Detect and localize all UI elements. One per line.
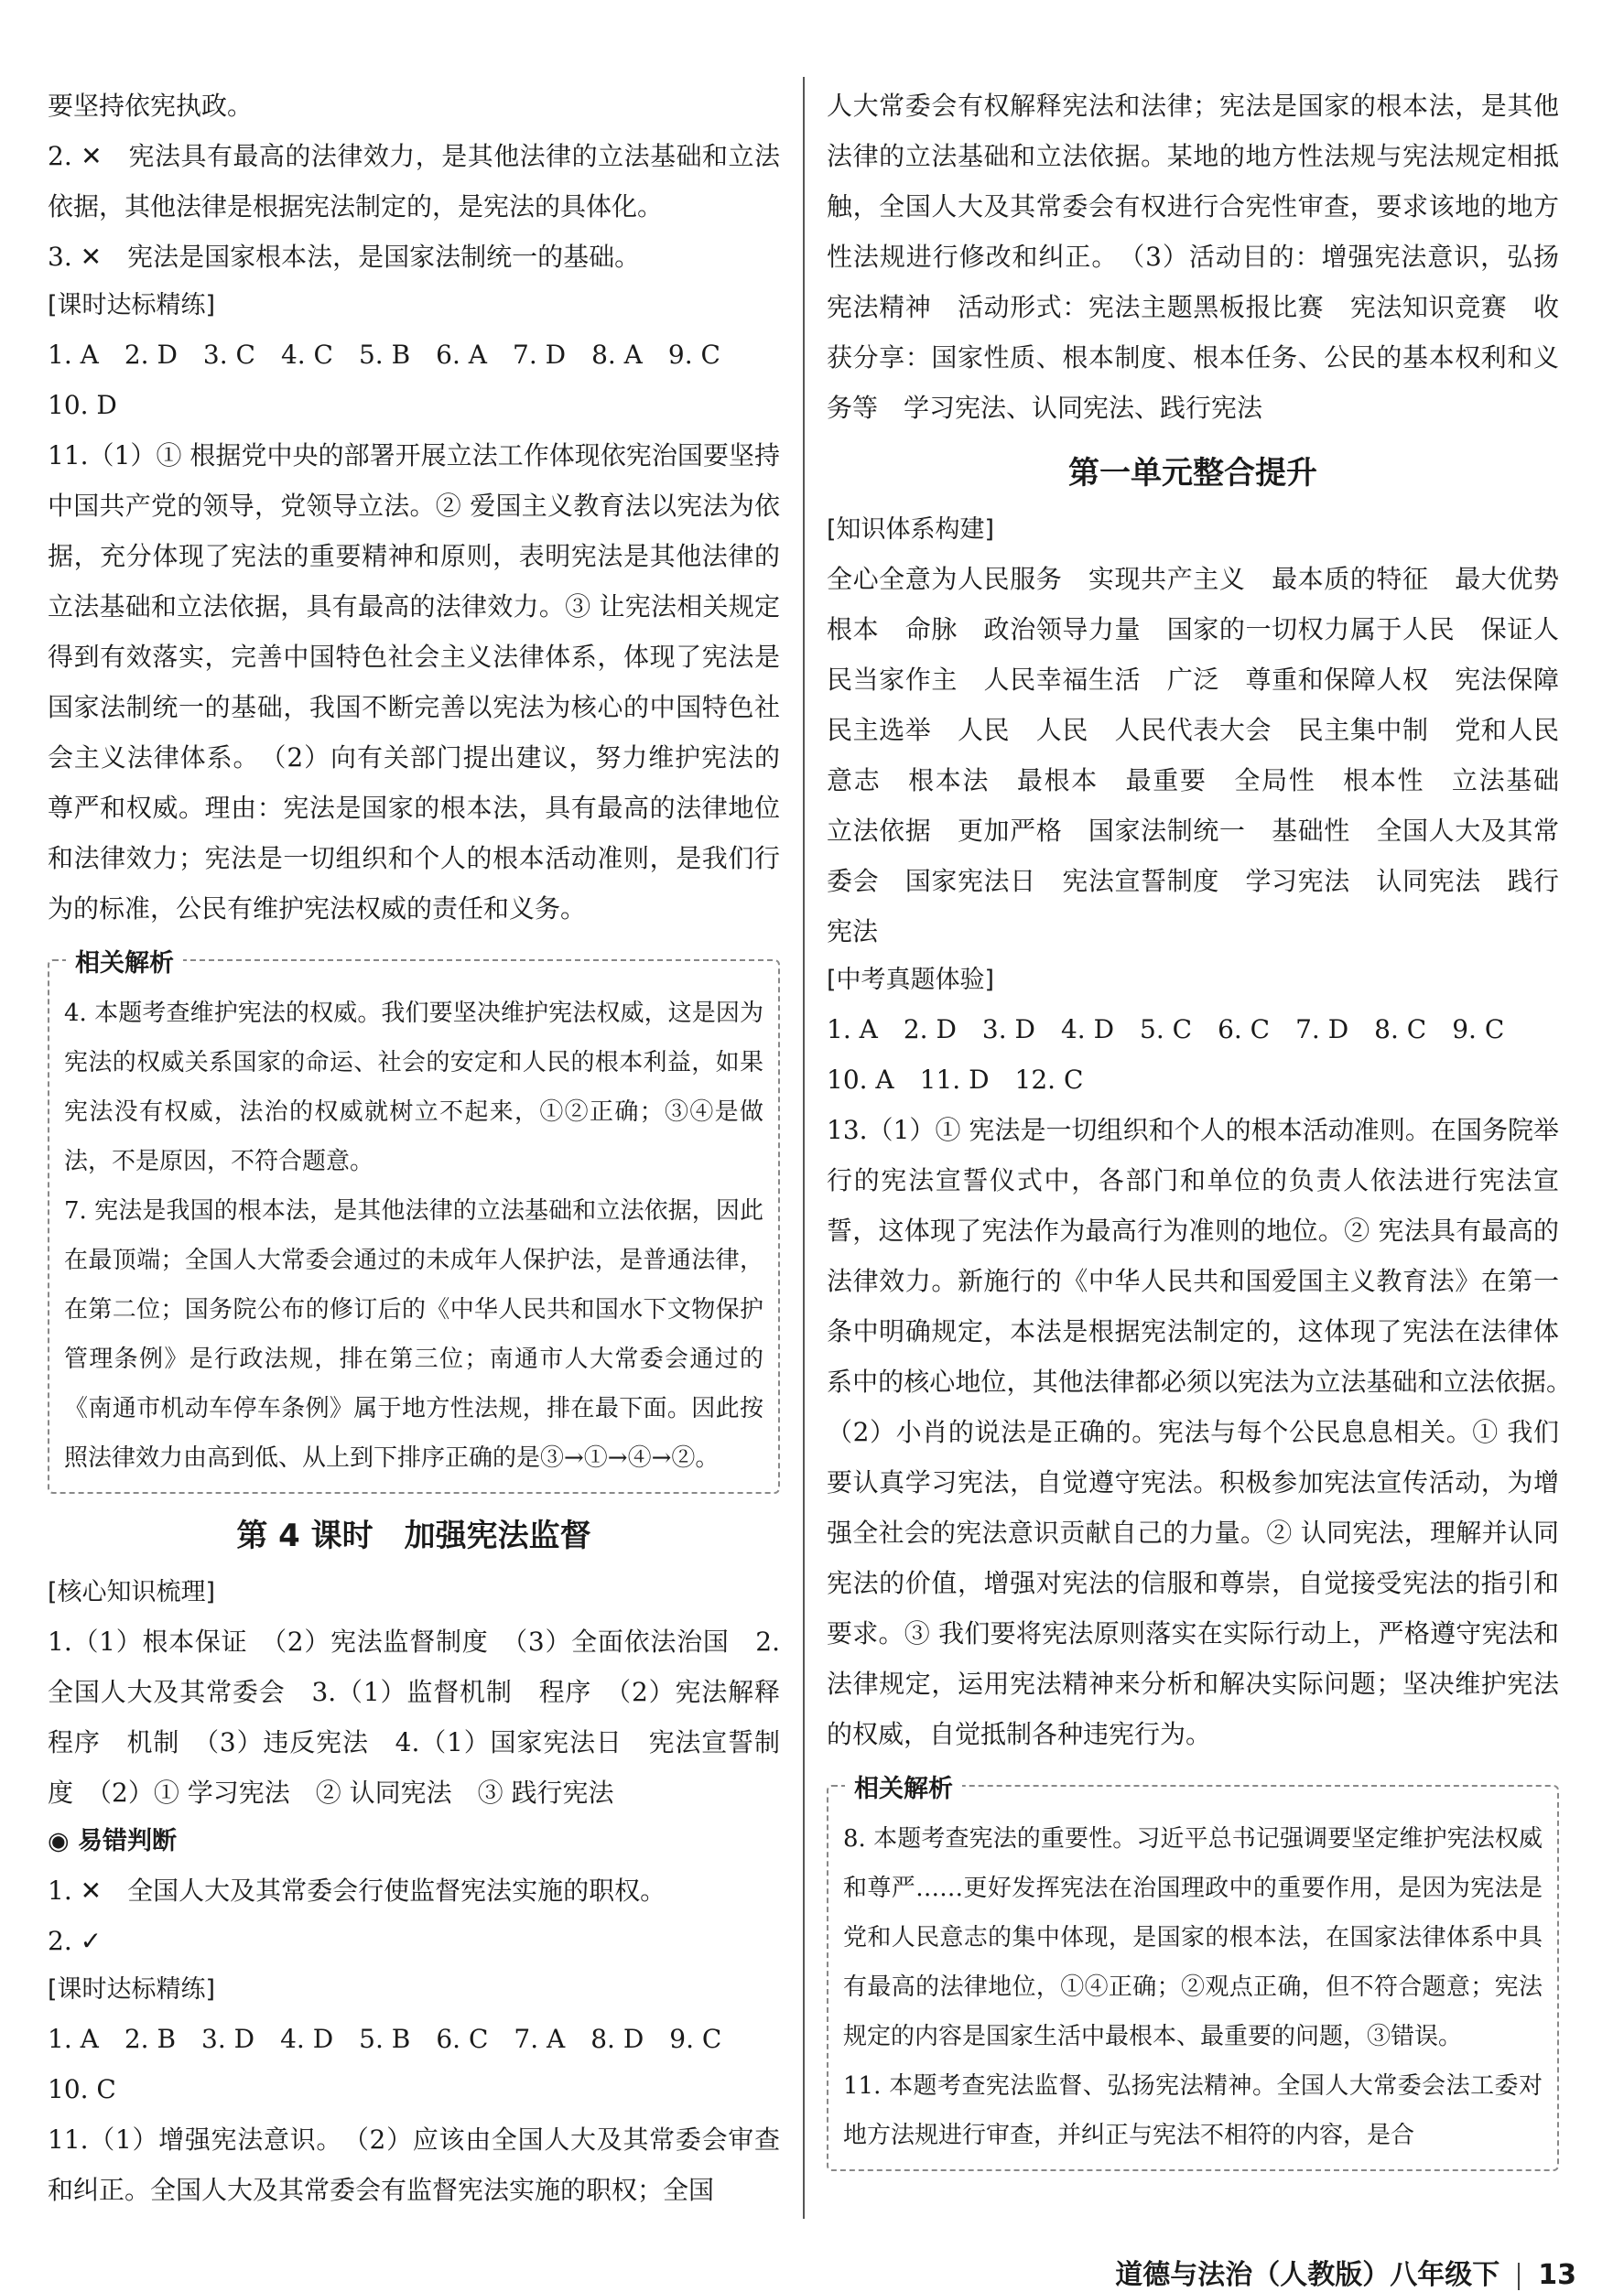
column-divider (803, 77, 805, 2219)
answer-line: 1. A 2. D 3. D 4. D 5. C 6. C 7. D 8. C 9. C (827, 1014, 1505, 1044)
section-header: [课时达标精练] (48, 291, 216, 319)
footer-separator (1518, 2263, 1520, 2290)
book-title: 道德与法治（人教版）八年级下 (1115, 2259, 1500, 2291)
lesson-title: 第 4 课时 加强宪法监督 (236, 1518, 591, 1554)
analysis-4: 4. 本题考查维护宪法的权威。我们要坚决维护宪法权威，这是因为宪法的权威关系国家的命运、社会的安定和人民的根本利益，如果宪法没有权威，法治的权威就树立不起来，①②正确；③④是做法，不是原因，不符合题意。 (64, 1000, 763, 1175)
answer-line: 10. D (48, 390, 117, 420)
page-number: 13 (1538, 2259, 1576, 2291)
analysis-7: 7. 宪法是我国的根本法，是其他法律的立法基础和立法依据，因此在最顶端；全国人大常委会通过的未成年人保护法，是普通法律，在第二位；国务院公布的修订后的《中华人民共和国水下文物保护管理条例》是行政法规，排在第三位；南通市人大常委会通过的《南通市机动车停车条例》属于地方性法规，排在最下面。因此按照法律效力由高到低、从上到下排序正确的是③→①→④→②。 (64, 1197, 763, 1472)
answer-line: 1. A 2. D 3. C 4. C 5. B 6. A 7. D 8. A 9. C (48, 340, 720, 370)
analysis-box-title: 相关解析 (845, 1768, 962, 1804)
section-header: [中考真题体验] (827, 966, 995, 994)
judgment-3: 3. ✕ 宪法是国家根本法，是国家法制统一的基础。 (48, 242, 641, 272)
question-11-answer: 11.（1）增强宪法意识。 （2）应该由全国人大及其常委会审查和纠正。全国人大及其常委会有监督宪法实施的职权；全国 (48, 2124, 780, 2205)
section-header: [核心知识梳理] (48, 1578, 216, 1606)
analysis-8: 8. 本题考查宪法的重要性。习近平总书记强调要坚定维护宪法权威和尊严……更好发挥宪法在治国理政中的重要作用，是因为宪法是党和人民意志的集中体现，是国家的根本法，在国家法律体系中具有最高的法律地位，①④正确；②观点正确，但不符合题意；宪法规定的内容是国家生活中最根本、最重要的问题，③错误。 (843, 1825, 1543, 2050)
question-13-answer: 13.（1）① 宪法是一切组织和个人的根本活动准则。在国务院举行的宪法宣誓仪式中，各部门和单位的负责人依法进行宪法宣誓，这体现了宪法作为最高行为准则的地位。② 宪法具有最高的法律效力。新施行的《中华人民共和国爱国主义教育法》在第一条中明确规定，本法是根据宪法制定的，这体现了宪法在法律体系中的核心地位，其他法律都必须以宪法为立法基础和立法依据。 （2）小肖的说法是正确的。宪法与每个公民息息相关。① 我们要认真学习宪法，自觉遵守宪法。积极参加宪法宣传活动，为增强全社会的宪法意识贡献自己的力量。② 认同宪法，理解并认同宪法的价值，增强对宪法的信服和尊崇，自觉接受宪法的指引和要求。③ 我们要将宪法原则落实在实际行动上，严格遵守宪法和法律规定，运用宪法精神来分析和解决实际问题；坚决维护宪法的权威，自觉抵制各种违宪行为。 (827, 1115, 1586, 1749)
analysis-11: 11. 本题考查宪法监督、弘扬宪法精神。全国人大常委会法工委对地方法规进行审查，并纠正与宪法不相符的内容，是合 (843, 2072, 1543, 2149)
unit-title: 第一单元整合提升 (1068, 455, 1317, 492)
analysis-box (48, 949, 780, 1494)
section-header: [知识体系构建] (827, 515, 995, 544)
answer-line: 1. A 2. B 3. D 4. D 5. B 6. C 7. A 8. D 9. C (48, 2024, 722, 2054)
page-footer (1115, 2252, 1576, 2292)
analysis-box (827, 1775, 1559, 2171)
text-line: 要坚持依宪执政。 (48, 91, 254, 121)
answer-line: 10. C (48, 2074, 116, 2104)
continued-answer: 人大常委会有权解释宪法和法律；宪法是国家的根本法，是其他法律的立法基础和立法依据。某地的地方性法规与宪法规定相抵触，全国人大及其常委会有权进行合宪性审查，要求该地的地方性法规进行修改和纠正。 （3）活动目的：增强宪法意识，弘扬宪法精神 活动形式：宪法主题黑板报比赛 宪法知识竞赛 收获分享：国家性质、根本制度、根本任务、公民的基本权利和义务等 学习宪法、认同宪法、践行宪法 (827, 91, 1559, 423)
left-column (48, 81, 780, 2215)
judgment-2b: 2. ✓ (48, 1926, 103, 1956)
question-11-answer: 11.（1）① 根据党中央的部署开展立法工作体现依宪治国要坚持中国共产党的领导，党领导立法。② 爱国主义教育法以宪法为依据，充分体现了宪法的重要精神和原则，表明宪法是其他法律的立法基础和立法依据，具有最高的法律效力。③ 让宪法相关规定得到有效落实，完善中国特色社会主义法律体系，体现了宪法是国家法制统一的基础，我国不断完善以宪法为核心的中国特色社会主义法律体系。 （2）向有关部门提出建议，努力维护宪法的尊严和权威。理由：宪法是国家的根本法，具有最高的法律地位和法律效力；宪法是一切组织和个人的根本活动准则，是我们行为的标准，公民有维护宪法权威的责任和义务。 (48, 440, 780, 924)
right-column (827, 81, 1586, 2186)
answer-line: 10. A 11. D 12. C (827, 1065, 1084, 1095)
knowledge-system: 全心全意为人民服务 实现共产主义 最本质的特征 最大优势 根本 命脉 政治领导力量 国家的一切权力属于人民 保证人民当家作主 人民幸福生活 广泛 尊重和保障人权 宪法保障 民主选举 人民 人民 人民代表大会 民主集中制 党和人民意志 根本法 最根本 最重要 全局性 根本性 立法基础 立法依据 更加严格 国家法制统一 基础性 全国人大及其常委会 国家宪法日 宪法宣誓制度 学习宪法 认同宪法 践行宪法 (827, 564, 1586, 946)
core-knowledge: 1.（1）根本保证 （2）宪法监督制度 （3）全面依法治国 2. 全国人大及其常委会 3.（1）监督机制 程序 （2）宪法解释程序 机制 （3）违反宪法 4.（1）国家宪法日 宪法宣誓制度 （2）① 学习宪法 ② 认同宪法 ③ 践行宪法 (48, 1627, 780, 1808)
error-judgment-header: ◉ 易错判断 (48, 1827, 177, 1855)
analysis-box-title: 相关解析 (66, 943, 183, 978)
section-header: [课时达标精练] (48, 1975, 216, 2004)
judgment-1: 1. ✕ 全国人大及其常委会行使监督宪法实施的职权。 (48, 1876, 666, 1906)
judgment-2: 2. ✕ 宪法具有最高的法律效力，是其他法律的立法基础和立法依据，其他法律是根据宪法制定的，是宪法的具体化。 (48, 141, 780, 222)
